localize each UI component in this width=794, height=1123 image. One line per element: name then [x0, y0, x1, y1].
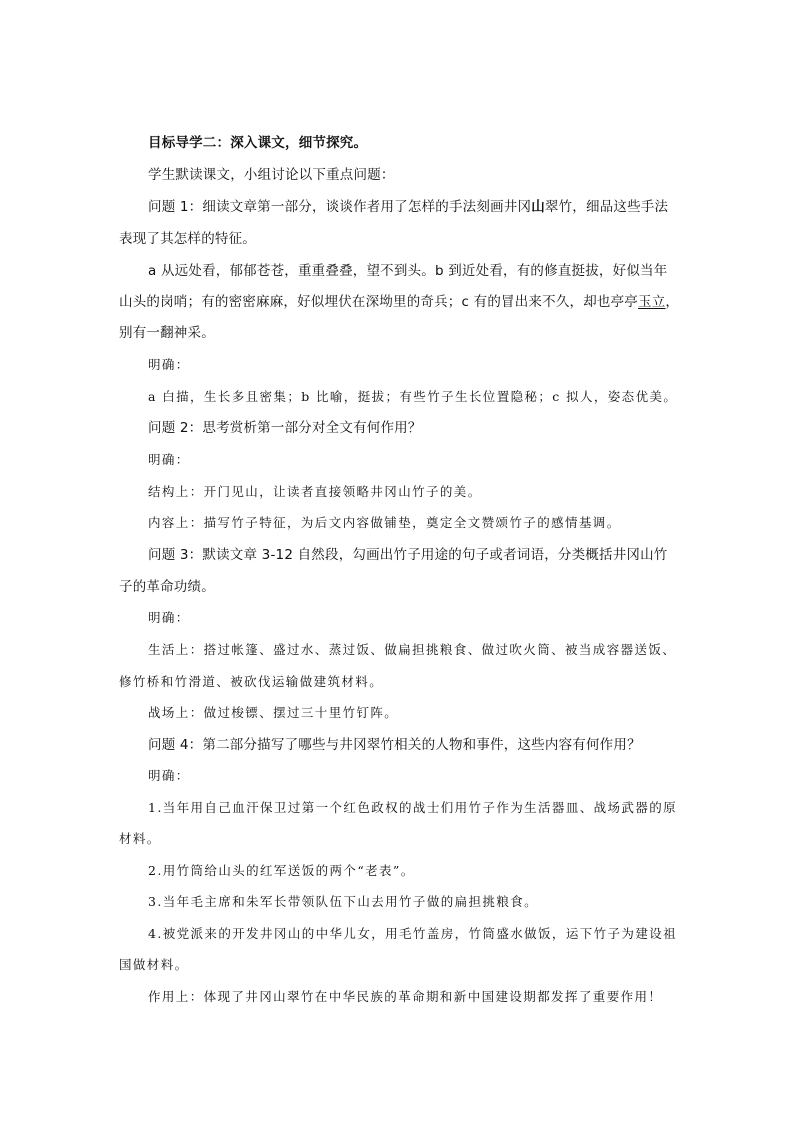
question-1-text: 问题 1：细读文章第一部分，谈谈作者用了怎样的手法刻画井冈: [148, 199, 532, 215]
passage-line-3: 别有一翻神采。: [119, 325, 215, 341]
question-1-emphasis: 山: [531, 199, 545, 215]
passage-punct: ，: [665, 294, 680, 310]
question-2: 问题 2：思考赏析第一部分对全文有何作用？: [148, 420, 422, 436]
question-3-line-2: 子的革命功绩。: [119, 579, 215, 595]
passage-line-1: a 从远处看，郁郁苍苍，重重叠叠，望不到头。b 到近处看，有的修直挺拔，好似当年: [148, 263, 668, 279]
passage-line-2: [119, 293, 679, 311]
passage-text: 山头的岗哨；有的密密麻麻，好似埋伏在深坳里的奇兵；c 有的冒出来不久，却也亭亭: [119, 294, 639, 310]
answer-3-life-line-2: 修竹桥和竹滑道、被砍伐运输做建筑材料。: [119, 674, 384, 689]
question-3-line-1: 问题 3：默读文章 3-12 自然段，勾画出竹子用途的句子或者词语，分类概括井冈山竹: [148, 547, 668, 563]
answer-3-battle: 战场上：做过梭镖、摆过三十里竹钉阵。: [148, 705, 399, 720]
answer-label-3: 明确：: [148, 610, 190, 625]
section-heading: 目标导学二：深入课文，细节探究。: [148, 135, 368, 151]
answer-3-life-line-1: 生活上：搭过帐篷、盛过水、蒸过饭、做扁担挑粮食、做过吹火筒、被当成容器送饭、: [148, 642, 677, 657]
answer-2-structure: 结构上：开门见山，让读者直接领略井冈山竹子的美。: [148, 484, 482, 499]
answer-4-effect: 作用上：体现了井冈山翠竹在中华民族的革命期和新中国建设期都发挥了重要作用！: [148, 989, 663, 1004]
intro-text: 学生默读课文，小组讨论以下重点问题：: [148, 167, 395, 183]
answer-4-item-1-line-2: 材料。: [119, 831, 161, 846]
underlined-phrase: 玉立: [638, 294, 666, 310]
question-1-line-2: 表现了其怎样的特征。: [119, 231, 256, 247]
answer-4-item-4-line-2: 国做材料。: [119, 957, 189, 972]
answer-4-item-2: 2.用竹筒给山头的红军送饭的两个“老表”。: [148, 863, 415, 878]
answer-label-4: 明确：: [148, 768, 190, 783]
question-1-text-end: 翠竹，细品这些手法: [544, 199, 669, 215]
answer-label-2: 明确：: [148, 452, 190, 467]
answer-2-content: 内容上：描写竹子特征，为后文内容做铺垫，奠定全文赞颂竹子的感情基调。: [148, 515, 621, 530]
question-4: 问题 4：第二部分描写了哪些与井冈翠竹相关的人物和事件，这些内容有何作用？: [148, 737, 641, 753]
answer-4-item-3: 3.当年毛主席和朱军长带领队伍下山去用竹子做的扁担挑粮食。: [148, 894, 539, 909]
answer-4-item-1-line-1: 1.当年用自己血汗保卫过第一个红色政权的战士们用竹子作为生活器皿、战场武器的原: [148, 800, 678, 815]
answer-1: a 白描，生长多且密集；b 比喻，挺拔；有些竹子生长位置隐秘；c 拟人，姿态优美。: [148, 389, 678, 404]
answer-label-1: 明确：: [148, 357, 190, 372]
question-1-line-1: [148, 198, 668, 216]
answer-4-item-4-line-1: 4.被党派来的开发井冈山的中华儿女，用毛竹盖房，竹筒盛水做饭，运下竹子为建设祖: [148, 926, 678, 941]
